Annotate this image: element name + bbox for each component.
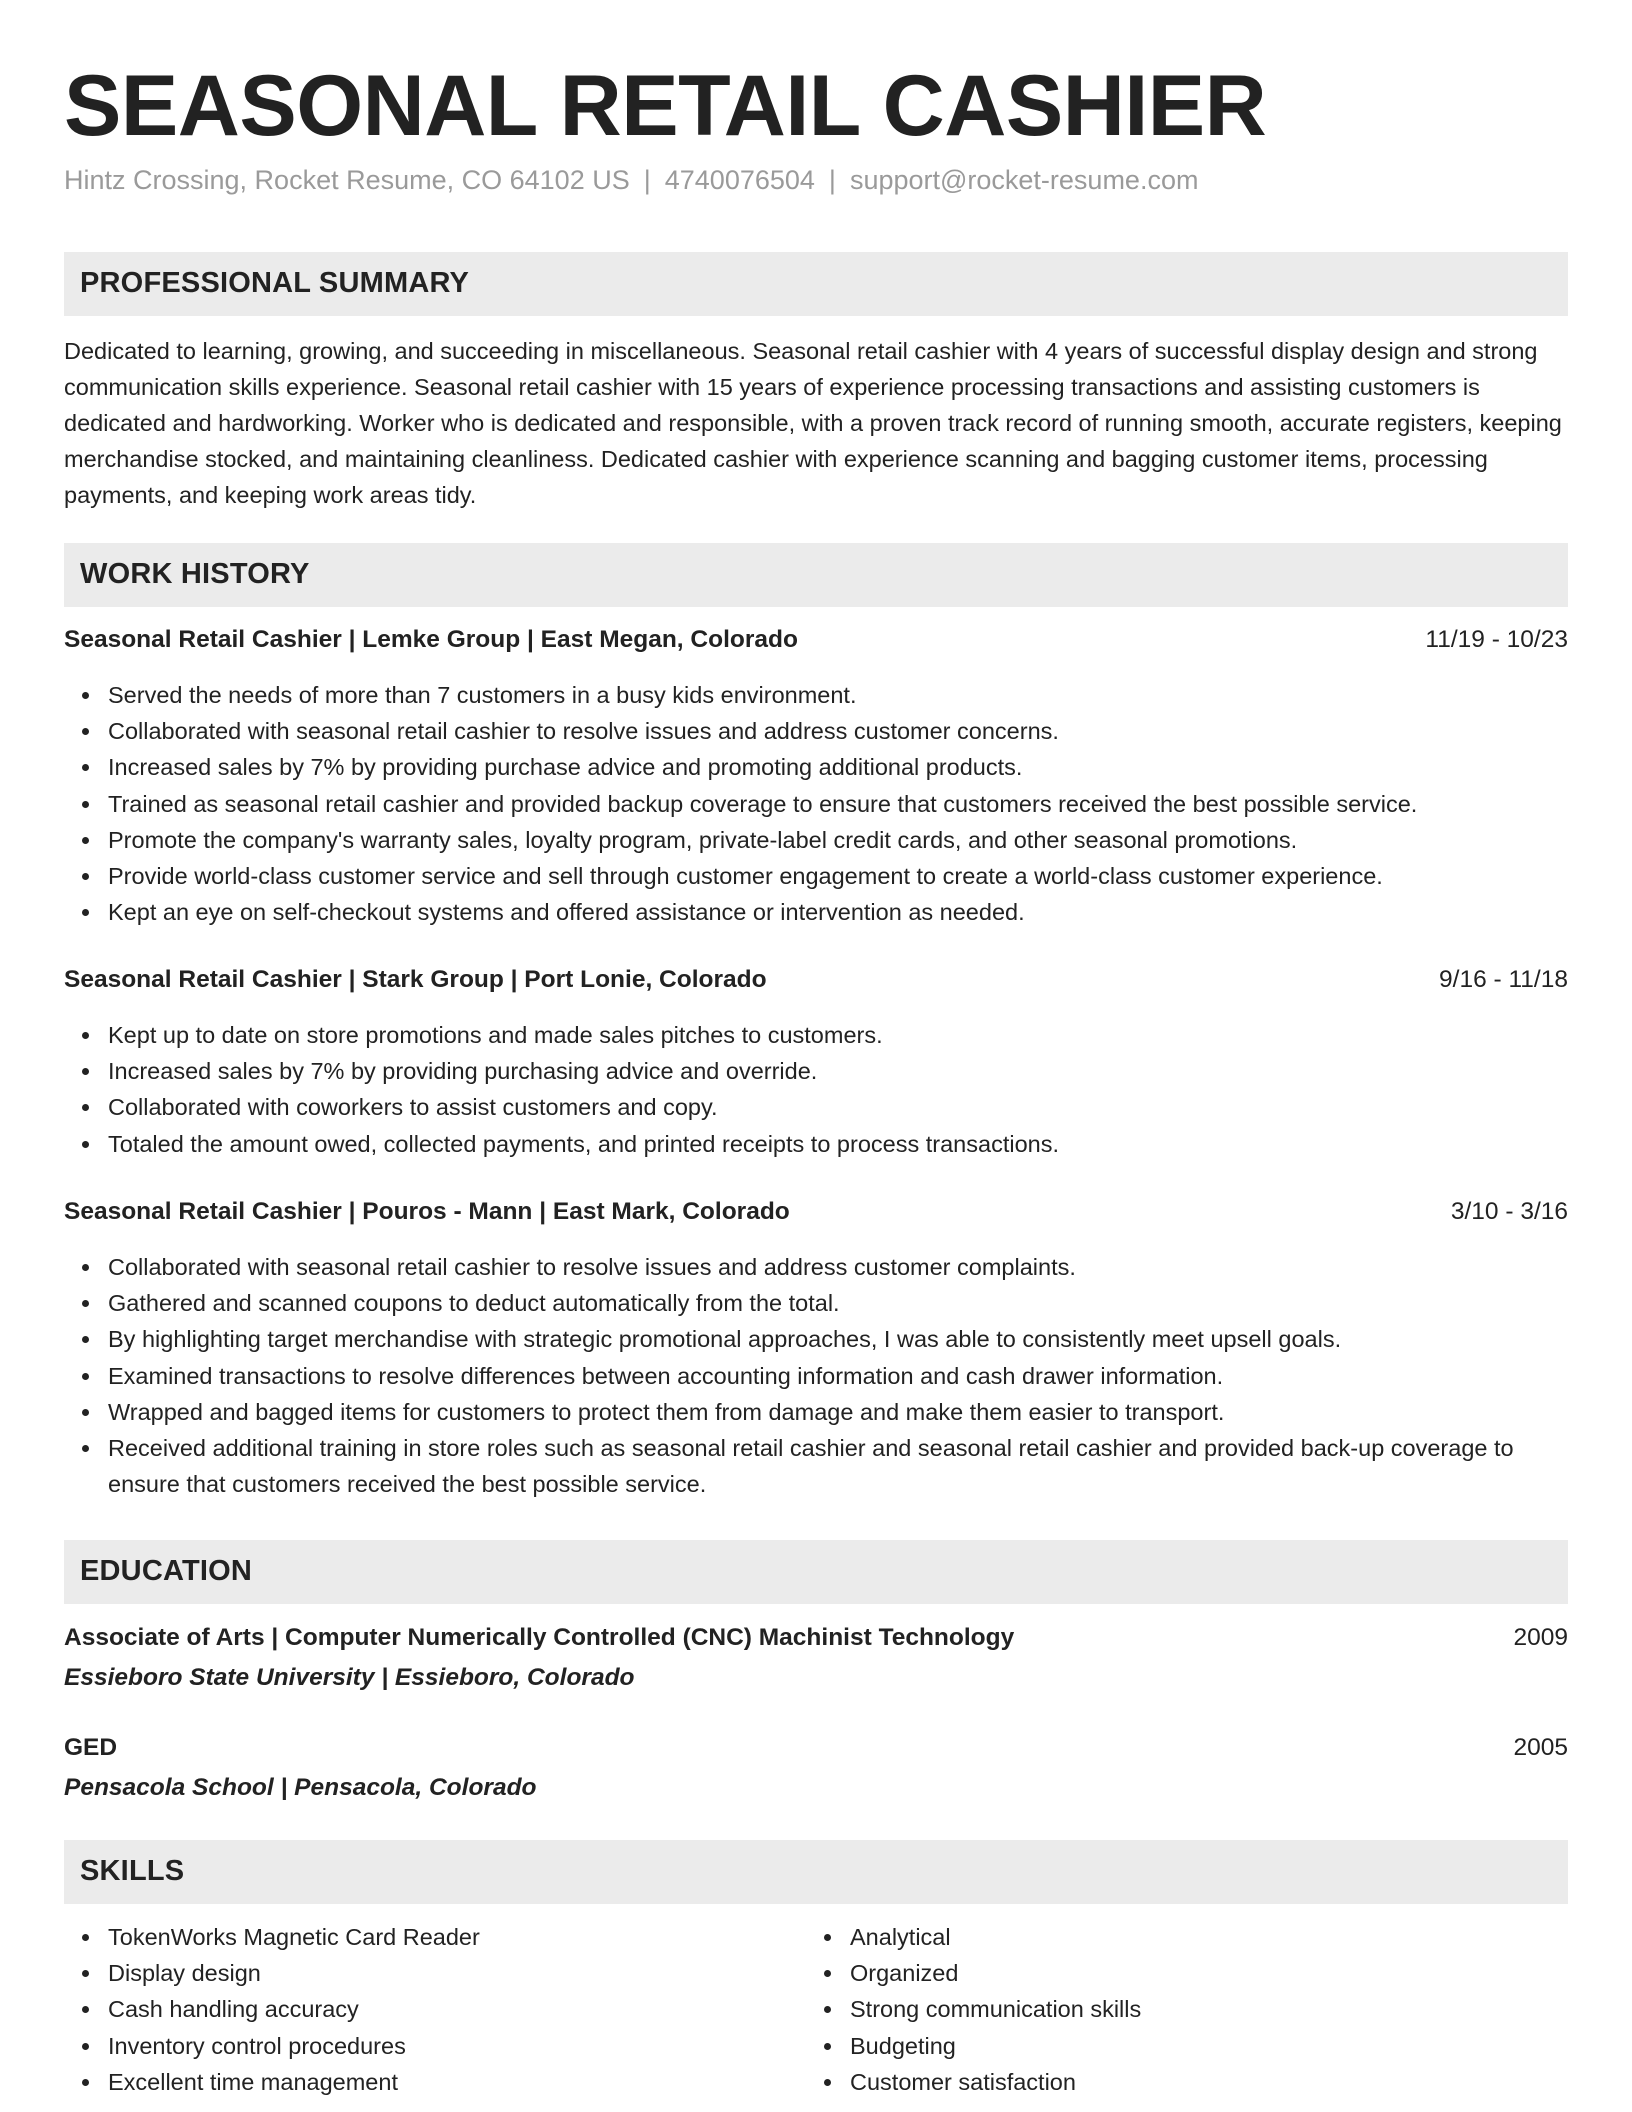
work-heading: WORK HISTORY — [80, 558, 310, 590]
education-year: 2005 — [1513, 1734, 1568, 1761]
skill-item: Analytical — [850, 1919, 1632, 1955]
contact-separator: | — [643, 165, 651, 195]
job-title: Seasonal Retail Cashier | Stark Group | Port Lonie, Colorado — [64, 966, 767, 993]
education-section-header — [64, 1540, 1568, 1604]
list-item: Promote the company's warranty sales, loyalty program, private-label credit cards, and other seasonal promotions. — [108, 822, 1568, 858]
list-item: Gathered and scanned coupons to deduct automatically from the total. — [108, 1285, 1568, 1321]
summary-section-header — [64, 252, 1568, 316]
list-item: Wrapped and bagged items for customers to protect them from damage and make them easier to transport. — [108, 1394, 1568, 1430]
skills-list-right — [806, 1919, 1632, 2100]
skills-section-header — [64, 1840, 1568, 1904]
list-item: Kept an eye on self-checkout systems and offered assistance or intervention as needed. — [108, 894, 1568, 930]
contact-line — [64, 165, 1198, 196]
job-bullets — [64, 1017, 1568, 1162]
skills-heading: SKILLS — [80, 1855, 185, 1887]
skill-item: Customer satisfaction — [850, 2064, 1632, 2100]
list-item: Collaborated with seasonal retail cashier to resolve issues and address customer concerns. — [108, 713, 1568, 749]
summary-heading: PROFESSIONAL SUMMARY — [80, 267, 470, 299]
skill-item: Inventory control procedures — [108, 2028, 1568, 2064]
list-item: Received additional training in store roles such as seasonal retail cashier and seasonal retail cashier and provided back-up coverage to ensure that customers received the best possible service. — [108, 1430, 1568, 1502]
education-degree: Associate of Arts | Computer Numerically Controlled (CNC) Machinist Technology — [64, 1624, 1015, 1651]
job-dates: 11/19 - 10/23 — [1425, 626, 1568, 653]
phone: 4740076504 — [664, 165, 815, 195]
list-item: Increased sales by 7% by providing purchasing advice and override. — [108, 1053, 1568, 1089]
list-item: Kept up to date on store promotions and made sales pitches to customers. — [108, 1017, 1568, 1053]
skill-item: Cash handling accuracy — [108, 1991, 1568, 2027]
contact-separator: | — [828, 165, 836, 195]
education-year: 2009 — [1513, 1624, 1568, 1651]
skill-item: Organized — [850, 1955, 1632, 1991]
skill-item: TokenWorks Magnetic Card Reader — [108, 1919, 1568, 1955]
job-title: Seasonal Retail Cashier | Lemke Group | East Megan, Colorado — [64, 626, 798, 653]
email[interactable]: support@rocket-resume.com — [849, 165, 1199, 195]
job-dates: 9/16 - 11/18 — [1439, 966, 1568, 993]
list-item: Provide world-class customer service and sell through customer engagement to create a world-class customer experience. — [108, 858, 1568, 894]
resume-name: SEASONAL RETAIL CASHIER — [64, 58, 1267, 154]
education-degree: GED — [64, 1734, 118, 1761]
list-item: Collaborated with seasonal retail cashier to resolve issues and address customer complaints. — [108, 1249, 1568, 1285]
skill-item: Budgeting — [850, 2028, 1632, 2064]
education-school: Pensacola School | Pensacola, Colorado — [64, 1774, 537, 1801]
work-section-header — [64, 543, 1568, 607]
summary-text: Dedicated to learning, growing, and succeeding in miscellaneous. Seasonal retail cashier with 4 years of successful display design and strong communication skills experience. Seasonal retail cashier with 15 years of experience processing transactions and assisting customers is dedicated and hardworking. Worker who is dedicated and responsible, with a proven track record of running smooth, accurate registers, keeping merchandise stocked, and maintaining cleanliness. Dedicated cashier with experience scanning and bagging customer items, processing payments, and keeping work areas tidy. — [64, 338, 1562, 508]
skill-item: Excellent time management — [108, 2064, 1568, 2100]
skill-item: Strong communication skills — [850, 1991, 1632, 2027]
list-item: Totaled the amount owed, collected payments, and printed receipts to process transactions. — [108, 1126, 1568, 1162]
job-dates: 3/10 - 3/16 — [1450, 1198, 1568, 1225]
address: Hintz Crossing, Rocket Resume, CO 64102 US — [64, 165, 630, 195]
education-school: Essieboro State University | Essieboro, Colorado — [64, 1664, 635, 1691]
skill-item: Display design — [108, 1955, 1568, 1991]
list-item: Trained as seasonal retail cashier and provided backup coverage to ensure that customers received the best possible service. — [108, 786, 1568, 822]
job-bullets — [64, 1249, 1568, 1502]
list-item: By highlighting target merchandise with strategic promotional approaches, I was able to consistently meet upsell goals. — [108, 1321, 1568, 1357]
job-bullets — [64, 677, 1568, 930]
job-title: Seasonal Retail Cashier | Pouros - Mann | East Mark, Colorado — [64, 1198, 790, 1225]
list-item: Collaborated with coworkers to assist customers and copy. — [108, 1089, 1568, 1125]
education-heading: EDUCATION — [80, 1555, 253, 1587]
list-item: Increased sales by 7% by providing purchase advice and promoting additional products. — [108, 749, 1568, 785]
list-item: Examined transactions to resolve differences between accounting information and cash drawer information. — [108, 1358, 1568, 1394]
list-item: Served the needs of more than 7 customers in a busy kids environment. — [108, 677, 1568, 713]
